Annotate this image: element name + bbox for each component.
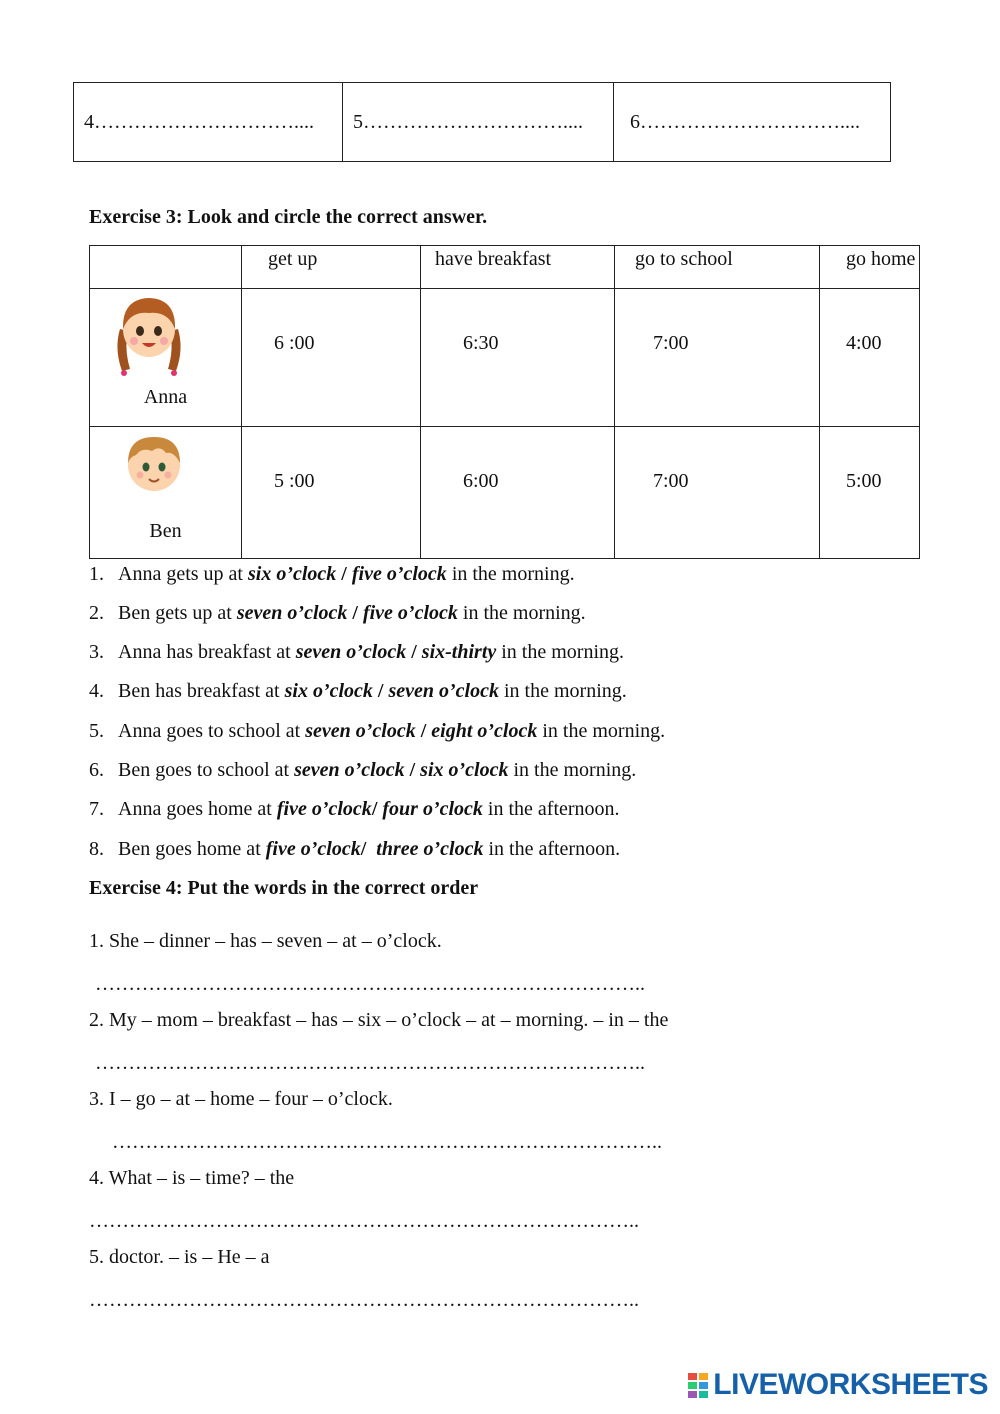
answer-line-5[interactable]: ……………………………………………………………………….. bbox=[89, 1289, 639, 1311]
ben-home: 5:00 bbox=[820, 427, 920, 559]
option-b[interactable]: four o’clock bbox=[382, 798, 483, 820]
anna-get-up: 6 :00 bbox=[242, 289, 421, 427]
anna-cell bbox=[90, 289, 242, 427]
option-b[interactable]: seven o’clock bbox=[388, 680, 499, 702]
logo-mark-icon bbox=[688, 1371, 710, 1399]
liveworksheets-logo bbox=[688, 1370, 988, 1400]
question-1: 1. Anna gets up at six o’clock / five o’clock in the morning. bbox=[89, 563, 575, 585]
logo-text: LIVEWORKSHEETS bbox=[713, 1368, 988, 1401]
answer-line-1[interactable]: ……………………………………………………………………….. bbox=[95, 973, 645, 995]
anna-name: Anna bbox=[143, 386, 188, 408]
option-a[interactable]: six o’clock bbox=[284, 680, 373, 702]
ben-get-up: 5 :00 bbox=[242, 427, 421, 559]
option-a[interactable]: five o’clock bbox=[276, 798, 372, 820]
option-a[interactable]: seven o’clock bbox=[236, 602, 348, 624]
answer-cell-6[interactable] bbox=[614, 83, 891, 162]
schedule-table bbox=[89, 245, 920, 559]
header-empty bbox=[90, 246, 242, 289]
question-3: 3. Anna has breakfast at seven o’clock / six-thirty in the morning. bbox=[89, 641, 625, 663]
ben-avatar-icon bbox=[122, 433, 186, 493]
question-5: 5. Anna goes to school at seven o’clock / eight o’clock in the morning. bbox=[89, 720, 666, 742]
anna-avatar-icon bbox=[112, 289, 186, 377]
exercise3-title: Exercise 3: Look and circle the correct answer. bbox=[89, 206, 488, 228]
question-8: 8. Ben goes home at five o’clock/ three o’clock in the afternoon. bbox=[89, 838, 621, 860]
option-a[interactable]: seven o’clock bbox=[294, 759, 405, 781]
header-go-home: go home bbox=[820, 246, 920, 289]
question-6: 6. Ben goes to school at seven o’clock / six o’clock in the morning. bbox=[89, 759, 637, 781]
answer-line-3[interactable]: ……………………………………………………………………….. bbox=[112, 1131, 662, 1153]
option-a[interactable]: five o’clock bbox=[265, 838, 361, 860]
order-item-3: 3. I – go – at – home – four – o’clock. bbox=[89, 1088, 393, 1110]
option-a[interactable]: seven o’clock bbox=[295, 641, 407, 663]
order-item-5: 5. doctor. – is – He – a bbox=[89, 1246, 270, 1268]
option-b[interactable]: six-thirty bbox=[421, 641, 497, 663]
anna-school: 7:00 bbox=[615, 289, 820, 427]
ben-breakfast: 6:00 bbox=[421, 427, 615, 559]
answer-cell-4[interactable] bbox=[74, 83, 343, 162]
option-b[interactable]: three o’clock bbox=[376, 838, 484, 860]
exercise4-title: Exercise 4: Put the words in the correct order bbox=[89, 877, 479, 899]
option-b[interactable]: five o’clock bbox=[351, 563, 447, 585]
order-item-2: 2. My – mom – breakfast – has – six – o’clock – at – morning. – in – the bbox=[89, 1009, 669, 1031]
ben-name: Ben bbox=[149, 520, 182, 542]
question-2: 2. Ben gets up at seven o’clock / five o’clock in the morning. bbox=[89, 602, 586, 624]
header-go-to-school: go to school bbox=[615, 246, 820, 289]
top-answer-table bbox=[73, 82, 891, 162]
option-b[interactable]: five o’clock bbox=[362, 602, 458, 624]
ben-school: 7:00 bbox=[615, 427, 820, 559]
header-have-breakfast: have breakfast bbox=[421, 246, 615, 289]
anna-home: 4:00 bbox=[820, 289, 920, 427]
anna-breakfast: 6:30 bbox=[421, 289, 615, 427]
header-get-up: get up bbox=[242, 246, 421, 289]
answer-line: 6………………………….... bbox=[630, 110, 860, 133]
option-a[interactable]: seven o’clock bbox=[305, 720, 416, 742]
order-item-4: 4. What – is – time? – the bbox=[89, 1167, 295, 1189]
question-4: 4. Ben has breakfast at six o’clock / seven o’clock in the morning. bbox=[89, 680, 627, 702]
option-b[interactable]: eight o’clock bbox=[431, 720, 538, 742]
question-7: 7. Anna goes home at five o’clock/ four o’clock in the afternoon. bbox=[89, 798, 620, 820]
answer-line: 4………………………….... bbox=[84, 110, 314, 133]
answer-cell-5[interactable] bbox=[343, 83, 614, 162]
answer-line-2[interactable]: ……………………………………………………………………….. bbox=[95, 1052, 645, 1074]
answer-line: 5………………………….... bbox=[353, 110, 583, 133]
order-item-1: 1. She – dinner – has – seven – at – o’clock. bbox=[89, 930, 442, 952]
answer-line-4[interactable]: ……………………………………………………………………….. bbox=[89, 1210, 639, 1232]
option-a[interactable]: six o’clock bbox=[247, 563, 337, 585]
option-b[interactable]: six o’clock bbox=[420, 759, 509, 781]
ben-cell bbox=[90, 427, 242, 559]
